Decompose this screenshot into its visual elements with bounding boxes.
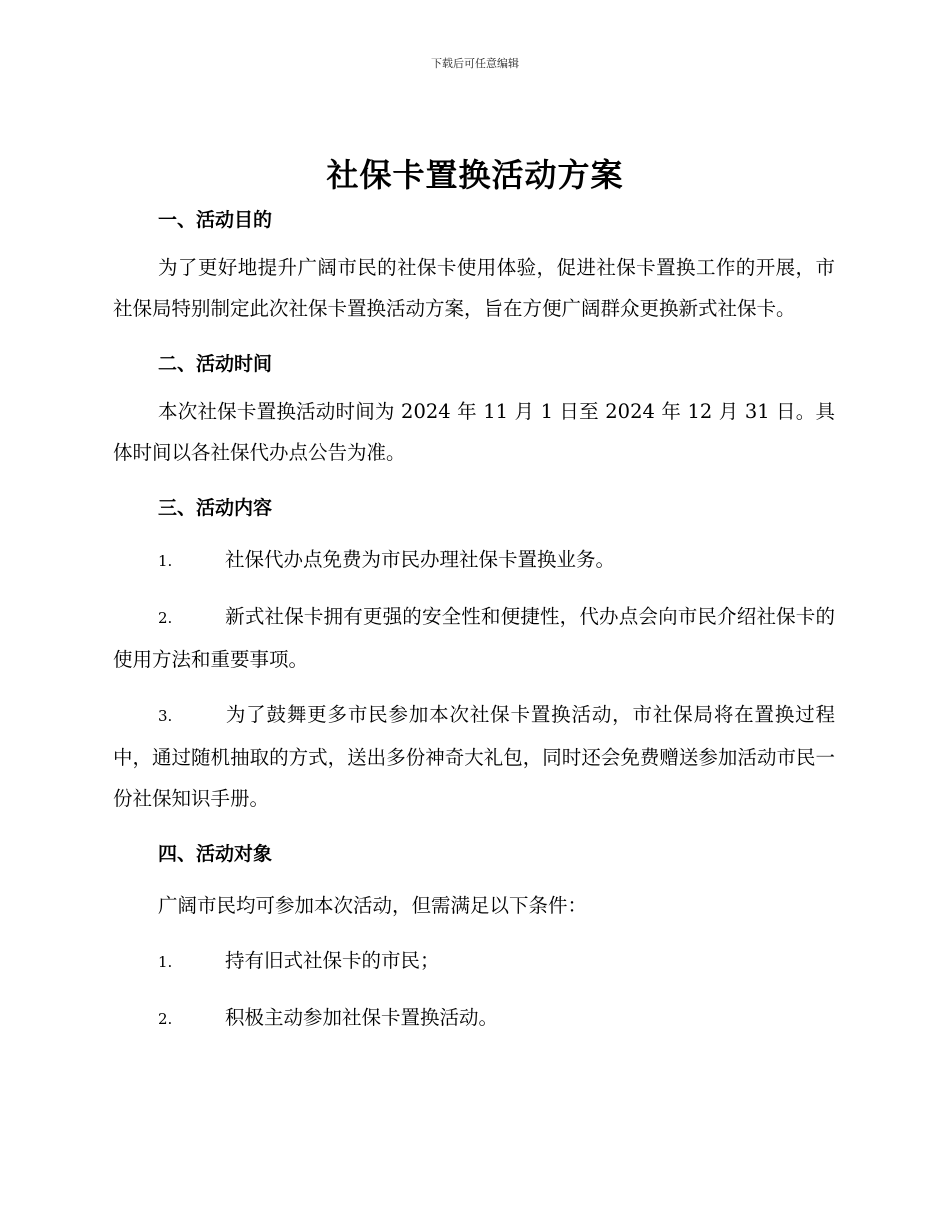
header-note: 下载后可任意编辑 xyxy=(431,57,519,70)
section-heading-content: 三、活动内容 xyxy=(158,497,273,519)
list-item xyxy=(113,539,835,582)
list-item-number: 1. xyxy=(158,552,173,570)
document-title: 社保卡置换活动方案 xyxy=(326,156,624,194)
section-heading-target: 四、活动对象 xyxy=(158,843,273,865)
list-item xyxy=(113,997,835,1040)
section-paragraph-time: 本次社保卡置换活动时间为 2024 年 11 月 1 日至 2024 年 12 月 31 日。具体时间以各社保代办点公告为准。 xyxy=(113,400,835,464)
document-body xyxy=(113,203,835,1040)
list-item-number: 3. xyxy=(158,707,173,725)
section-paragraph-target: 广阔市民均可参加本次活动，但需满足以下条件： xyxy=(158,894,588,917)
list-item-text: 持有旧式社保卡的市民； xyxy=(225,949,440,972)
list-item-text: 积极主动参加社保卡置换活动。 xyxy=(225,1006,499,1029)
list-item xyxy=(113,694,835,819)
list-item xyxy=(113,596,835,680)
list-item-number: 2. xyxy=(158,609,173,627)
list-item-text: 新式社保卡拥有更强的安全性和便捷性，代办点会向市民介绍社保卡的使用方法和重要事项。 xyxy=(113,605,835,671)
list-item-text: 为了鼓舞更多市民参加本次社保卡置换活动，市社保局将在置换过程中，通过随机抽取的方式，送出多份神奇大礼包，同时还会免费赠送参加活动市民一份社保知识手册。 xyxy=(113,703,835,810)
list-item xyxy=(113,940,835,983)
section-heading-time: 二、活动时间 xyxy=(158,353,273,375)
list-item-text: 社保代办点免费为市民办理社保卡置换业务。 xyxy=(225,548,616,571)
list-item-number: 2. xyxy=(158,1010,173,1028)
section-heading-purpose: 一、活动目的 xyxy=(158,209,273,231)
list-item-number: 1. xyxy=(158,953,173,971)
section-paragraph-purpose: 为了更好地提升广阔市民的社保卡使用体验，促进社保卡置换工作的开展，市社保局特别制定此次社保卡置换活动方案，旨在方便广阔群众更换新式社保卡。 xyxy=(113,256,835,320)
